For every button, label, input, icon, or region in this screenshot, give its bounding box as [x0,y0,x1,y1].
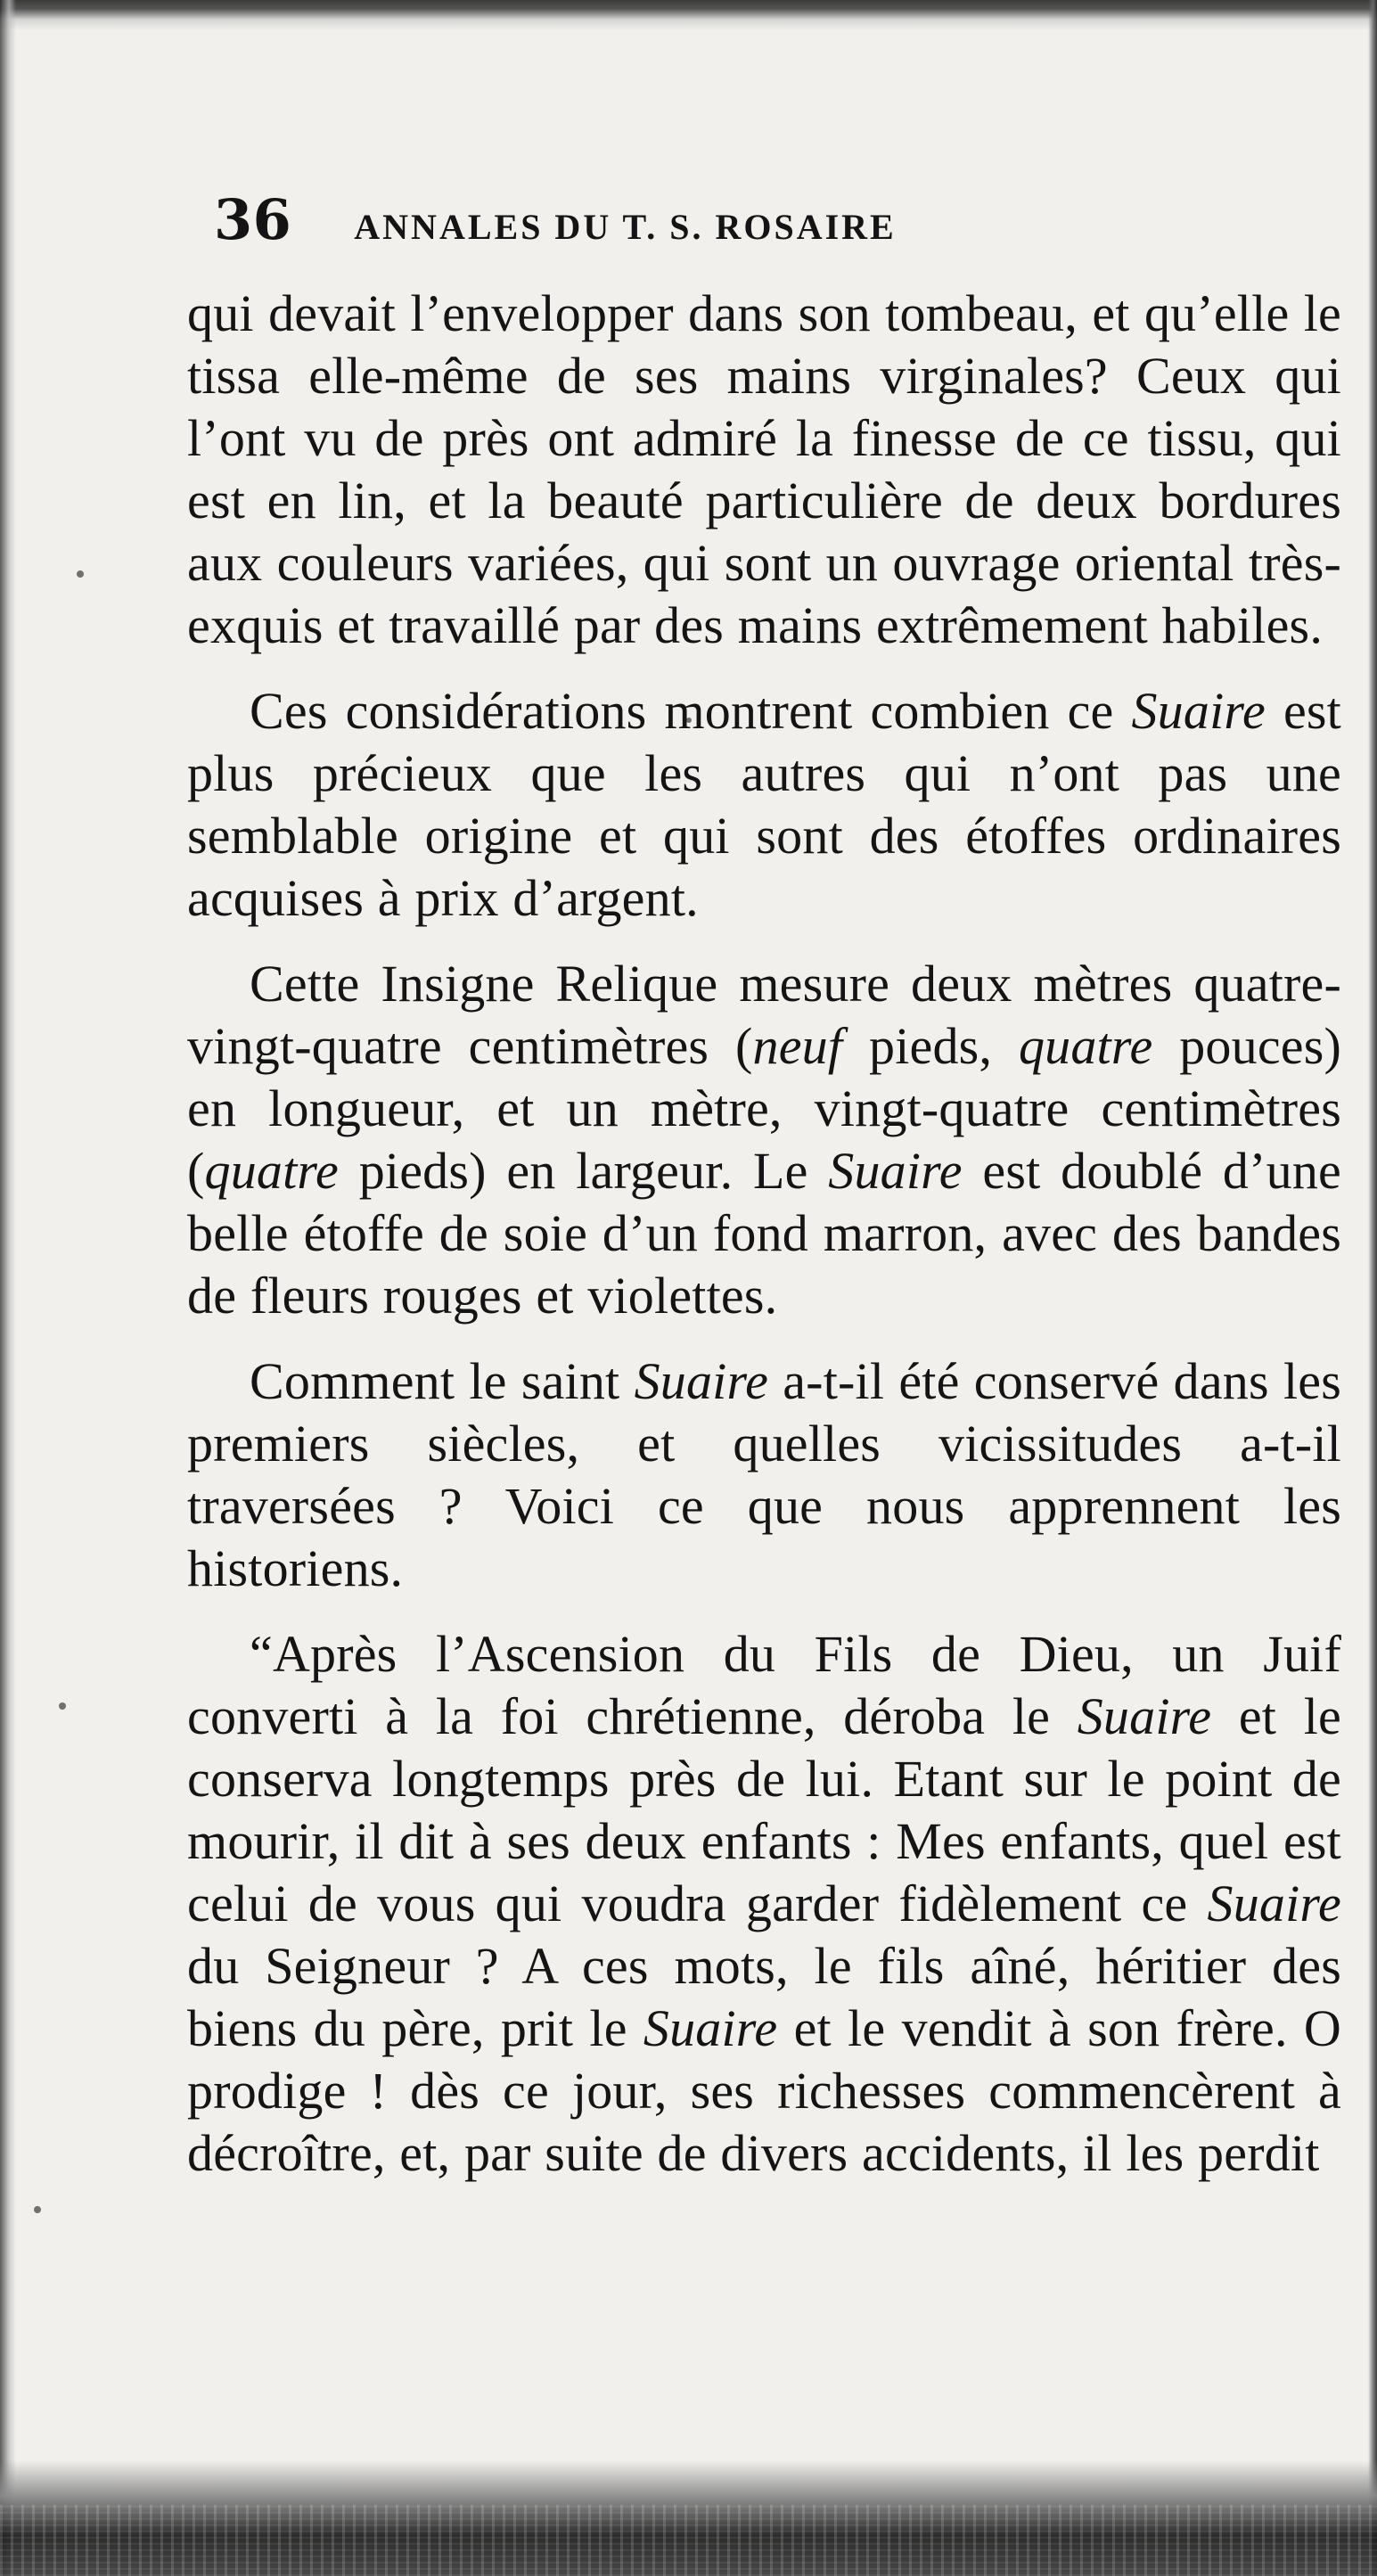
text-run: et le conserva longtemps près de lui. Etant sur le point de mourir, il dit à ses deux enfants : Mes enfants, quel est celui de vous qui voudra garder fidèlement ce [187,1687,1341,1932]
italic-run: Suaire [828,1142,963,1200]
page-number: 36 [214,187,292,252]
scan-bottom-noise [0,2505,1377,2576]
ink-speck [59,1702,66,1710]
italic-run: Suaire [1131,682,1266,740]
text-run: est doublé d’une belle étoffe de soie d’un fond marron, avec des bandes de fleurs rouges et violettes. [187,1142,1341,1325]
text-run: pieds, [842,1017,1019,1075]
scan-right-edge [1368,0,1377,2576]
text-run: pouces) en longueur, et un mètre, vingt-quatre centimètres ( [187,1017,1342,1200]
ink-speck [34,2206,41,2213]
italic-run: Suaire [1077,1687,1212,1745]
page-content [187,283,1341,2185]
text-run: est plus précieux que les autres qui n’ont pas une semblable origine et qui sont des étoffes ordinaires acquises à prix d’argent. [187,682,1341,927]
italic-run: Suaire [643,1999,778,2057]
text-run: qui devait l’envelopper dans son tombeau, et qu’elle le tissa elle-même de ses mains virginales? Ceux qui l’ont vu de près ont admiré la finesse de ce tissu, qui est en lin, et la beauté particulière de deux bordures aux couleurs variées, qui sont un ouvrage oriental très-exquis et travaillé par des mains extrêmement habiles. [187,284,1341,654]
paragraph-4 [187,1350,1341,1600]
italic-run: Suaire [634,1352,769,1410]
text-run: et le vendit à son frère. O prodige ! dès ce jour, ses richesses commencèrent à décroître, et, par suite de divers accidents, il les perdit [187,1999,1342,2182]
ink-speck [77,570,84,578]
text-run: a-t-il été conservé dans les premiers siècles, et quelles vicissitudes a-t-il traversées ? Voici ce que nous apprennent les historiens. [187,1352,1341,1597]
running-header [214,187,1341,252]
text-run: Ces considérations montrent combien ce [250,682,1132,740]
text-run: du Seigneur ? A ces mots, le fils aîné, héritier des biens du père, prit le [187,1937,1341,2057]
scan-left-edge [0,0,16,2576]
paragraph-5 [187,1623,1341,2185]
book-page [187,187,1341,2451]
text-run: “Après l’Ascension du Fils de Dieu, un Juif converti à la foi chrétienne, déroba le [187,1625,1341,1745]
paragraph-3 [187,953,1341,1327]
italic-run: quatre [1018,1017,1153,1075]
italic-run: Suaire [1207,1875,1341,1932]
text-run: Cette Insigne Relique mesure deux mètres quatre-vingt-quatre centimètres ( [187,955,1341,1075]
paragraph-2 [187,680,1341,930]
italic-run: neuf [752,1017,843,1075]
scan-top-edge [0,0,1377,30]
text-run: Comment le saint [250,1352,635,1410]
paragraph-1 [187,283,1341,657]
italic-run: quatre [204,1142,339,1200]
text-run: pieds) en largeur. Le [339,1142,829,1200]
running-title: ANNALES DU T. S. ROSAIRE [354,207,897,247]
